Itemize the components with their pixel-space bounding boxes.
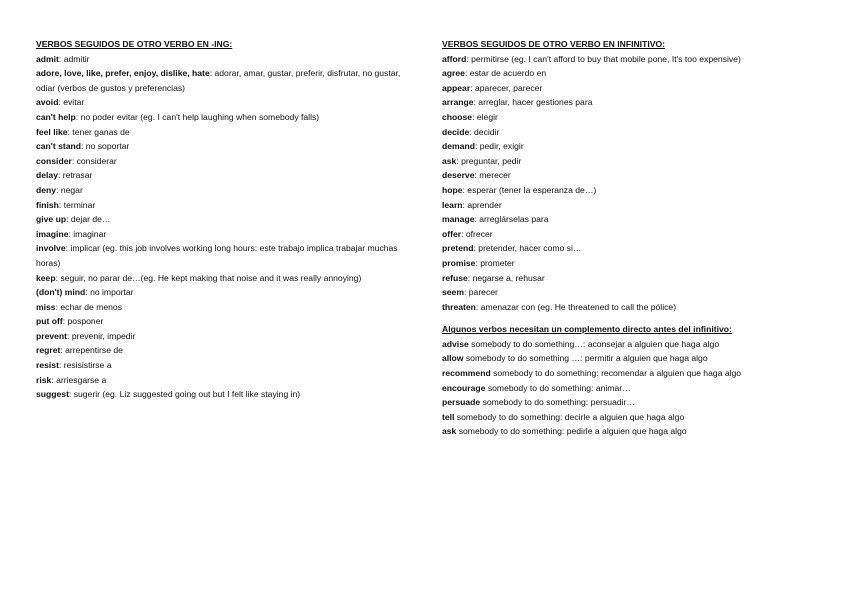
verb-term: refuse (442, 272, 468, 283)
verb-definition: aprender (464, 199, 502, 210)
list-item: pretend: pretender, hacer como si… (442, 243, 582, 254)
list-item: admit: admitir (36, 53, 90, 64)
verb-term: avoid (36, 97, 59, 108)
list-item: refuse: negarse a, rehusar (442, 272, 545, 283)
verb-term: consider (36, 155, 72, 166)
verb-term: prevent (36, 330, 68, 341)
verb-term: learn (442, 199, 463, 210)
list-item: hope: esperar (tener la esperanza de…) (442, 184, 597, 195)
verb-definition: sugerir (eg. Liz suggested going out but I felt like staying in) (71, 389, 301, 400)
infinitive-verbs-column (442, 37, 837, 439)
verb-definition: somebody to do something: animar… (485, 382, 631, 393)
list-item: threaten: amenazar con (eg. He threatened to call the pólice) (442, 301, 677, 312)
list-item: suggest: sugerir (eg. Liz suggested going out but I felt like staying in) (36, 389, 301, 400)
section-spacer (442, 314, 837, 322)
verb-term: seem (442, 287, 464, 298)
list-item (442, 337, 837, 352)
verb-definition: dejar de… (68, 214, 111, 225)
verb-definition: somebody to do something: persuadir… (480, 397, 635, 408)
list-item: manage: arreglárselas para (442, 214, 549, 225)
verb-definition: merecer (476, 170, 511, 181)
list-item: deny: negar (36, 184, 83, 195)
verb-definition: echar de menos (57, 301, 122, 312)
verb-definition: negar (58, 184, 83, 195)
list-item: deserve: merecer (442, 170, 511, 181)
verb-definition: tener ganas de (69, 126, 130, 137)
verb-definition: pretender, hacer como si… (475, 243, 582, 254)
list-item: imagine: imaginar (36, 228, 107, 239)
verb-definition: evitar (60, 97, 85, 108)
verb-term: pretend (442, 243, 474, 254)
verb-definition: ofrecer (463, 228, 493, 239)
verb-term: delay (36, 170, 58, 181)
verb-definition: somebody to do something: decirle a alguien que haga algo (454, 411, 685, 422)
verb-term: offer (442, 228, 462, 239)
list-item: involve: implicar (eg. this job involves working long hours: este trabajo implica trabajar muchas horas) (36, 243, 398, 268)
list-item: decide: decidir (442, 126, 500, 137)
verb-term: hope (442, 184, 463, 195)
verb-term: encourage (442, 382, 486, 393)
verb-definition: aparecer, parecer (472, 82, 543, 93)
list-item: avoid: evitar (36, 97, 85, 108)
list-item: choose: elegir (442, 111, 498, 122)
list-item (442, 366, 837, 381)
list-item (442, 351, 837, 366)
verb-definition: permitirse (eg. I can't afford to buy that mobile pone, It's too expensive) (468, 53, 741, 64)
verb-term: appear (442, 82, 471, 93)
verb-term: imagine (36, 228, 69, 239)
verb-term: feel like (36, 126, 68, 137)
verb-definition: somebody to do something: recomendar a alguien que haga algo (490, 368, 742, 379)
list-item: risk: arriesgarse a (36, 374, 107, 385)
verb-definition: amenazar con (eg. He threatened to call the pólice) (478, 301, 677, 312)
verb-definition: no poder evitar (eg. I can't help laughing when somebody falls) (78, 111, 320, 122)
verb-definition: esperar (tener la esperanza de…) (464, 184, 597, 195)
list-item: (don't) mind: no importar (36, 287, 134, 298)
verb-definition: implicar (eg. this job involves working long hours: este trabajo implica trabajar muchas horas) (36, 243, 398, 268)
verb-term: can't stand (36, 141, 82, 152)
verb-definition: arrepentirse de (62, 345, 123, 356)
verb-definition: no importar (87, 287, 134, 298)
object-infinitive-heading: Algunos verbos necesitan un complemento directo antes del infinitivo: (442, 324, 732, 335)
verb-definition: arriesgarse a (53, 374, 107, 385)
verb-term: suggest (36, 389, 69, 400)
verb-term: advise (442, 338, 469, 349)
verb-term: persuade (442, 397, 481, 408)
verb-term: put off (36, 316, 63, 327)
list-item: promise: prometer (442, 257, 515, 268)
verb-definition: seguir, no parar de…(eg. He kept making that noise and it was really annoying) (57, 272, 362, 283)
verb-term: ask (442, 426, 457, 437)
verb-term: allow (442, 353, 464, 364)
verb-definition: negarse a, rehusar (470, 272, 545, 283)
verb-definition: considerar (74, 155, 117, 166)
verb-definition: preguntar, pedir (458, 155, 522, 166)
verb-definition: arreglar, hacer gestiones para (475, 97, 593, 108)
verb-definition: prometer (477, 257, 515, 268)
verb-term: keep (36, 272, 56, 283)
verb-term: involve (36, 243, 66, 254)
verb-definition: somebody to do something: pedirle a alguien que haga algo (456, 426, 687, 437)
verb-definition: estar de acuerdo en (467, 68, 547, 79)
verb-term: threaten (442, 301, 476, 312)
ing-verbs-heading: VERBOS SEGUIDOS DE OTRO VERBO EN -ING: (36, 39, 233, 49)
verb-definition: admitir (61, 53, 90, 64)
list-item: can't help: no poder evitar (eg. I can't help laughing when somebody falls) (36, 111, 320, 122)
verb-term: afford (442, 53, 467, 64)
verb-term: decide (442, 126, 470, 137)
list-item: delay: retrasar (36, 170, 93, 181)
infinitive-verbs-heading: VERBOS SEGUIDOS DE OTRO VERBO EN INFINITIVO: (442, 39, 665, 49)
verb-definition: imaginar (70, 228, 107, 239)
verb-definition: retrasar (60, 170, 93, 181)
verb-definition: prevenir, impedir (69, 330, 136, 341)
list-item: keep: seguir, no parar de…(eg. He kept making that noise and it was really annoying) (36, 272, 362, 283)
verb-term: agree (442, 68, 465, 79)
verb-definition: no soportar (83, 141, 130, 152)
list-item: put off: posponer (36, 316, 104, 327)
verb-definition: resisistirse a (61, 360, 112, 371)
verb-term: miss (36, 301, 56, 312)
list-item: ask: preguntar, pedir (442, 155, 522, 166)
list-item: feel like: tener ganas de (36, 126, 130, 137)
list-item: resist: resisistirse a (36, 360, 112, 371)
verb-definition: arreglárselas para (476, 214, 549, 225)
verb-term: regret (36, 345, 61, 356)
ing-verbs-column (36, 37, 406, 402)
verb-term: resist (36, 360, 59, 371)
verb-term: finish (36, 199, 59, 210)
list-item (442, 424, 837, 439)
verb-term: demand (442, 141, 475, 152)
list-item (442, 395, 837, 410)
list-item: afford: permitirse (eg. I can't afford to buy that mobile pone, It's too expensive) (442, 53, 741, 64)
verb-definition: pedir, exigir (477, 141, 524, 152)
verb-definition: somebody to do something…: aconsejar a alguien que haga algo (468, 338, 720, 349)
list-item: demand: pedir, exigir (442, 141, 524, 152)
list-item: agree: estar de acuerdo en (442, 68, 547, 79)
verb-term: admit (36, 53, 59, 64)
verb-term: adore, love, like, prefer, enjoy, dislike, hate (36, 68, 210, 79)
list-item (442, 410, 837, 425)
list-item: prevent: prevenir, impedir (36, 330, 136, 341)
verb-definition: decidir (471, 126, 500, 137)
verb-definition: adorar, amar, gustar, preferir, disfrutar, no gustar, odiar (verbos de gustos y preferencias) (36, 68, 401, 93)
verb-term: risk (36, 374, 52, 385)
verb-term: arrange (442, 97, 474, 108)
verb-term: tell (442, 411, 455, 422)
verb-definition: elegir (474, 111, 498, 122)
verb-term: deny (36, 184, 57, 195)
verb-definition: somebody to do something …: permitir a alguien que haga algo (463, 353, 708, 364)
verb-term: manage (442, 214, 475, 225)
verb-definition: parecer (466, 287, 498, 298)
list-item (442, 381, 837, 396)
verb-definition: terminar (61, 199, 96, 210)
list-item: give up: dejar de… (36, 214, 111, 225)
verb-term: deserve (442, 170, 475, 181)
verb-term: ask (442, 155, 457, 166)
verb-term: give up (36, 214, 67, 225)
verb-term: promise (442, 257, 476, 268)
list-item: finish: terminar (36, 199, 96, 210)
list-item: miss: echar de menos (36, 301, 122, 312)
verb-term: choose (442, 111, 473, 122)
list-item: regret: arrepentirse de (36, 345, 123, 356)
list-item: adore, love, like, prefer, enjoy, dislike, hate: adorar, amar, gustar, preferir, disfrutar, no gustar, odiar (verbos de gustos y preferencias) (36, 68, 401, 93)
list-item: learn: aprender (442, 199, 502, 210)
list-item: consider: considerar (36, 155, 117, 166)
list-item: arrange: arreglar, hacer gestiones para (442, 97, 593, 108)
verb-term: recommend (442, 368, 491, 379)
list-item: seem: parecer (442, 287, 498, 298)
verb-definition: posponer (65, 316, 104, 327)
verb-term: (don't) mind (36, 287, 86, 298)
list-item: can't stand: no soportar (36, 141, 130, 152)
verb-term: can't help (36, 111, 76, 122)
list-item: appear: aparecer, parecer (442, 82, 543, 93)
list-item: offer: ofrecer (442, 228, 493, 239)
